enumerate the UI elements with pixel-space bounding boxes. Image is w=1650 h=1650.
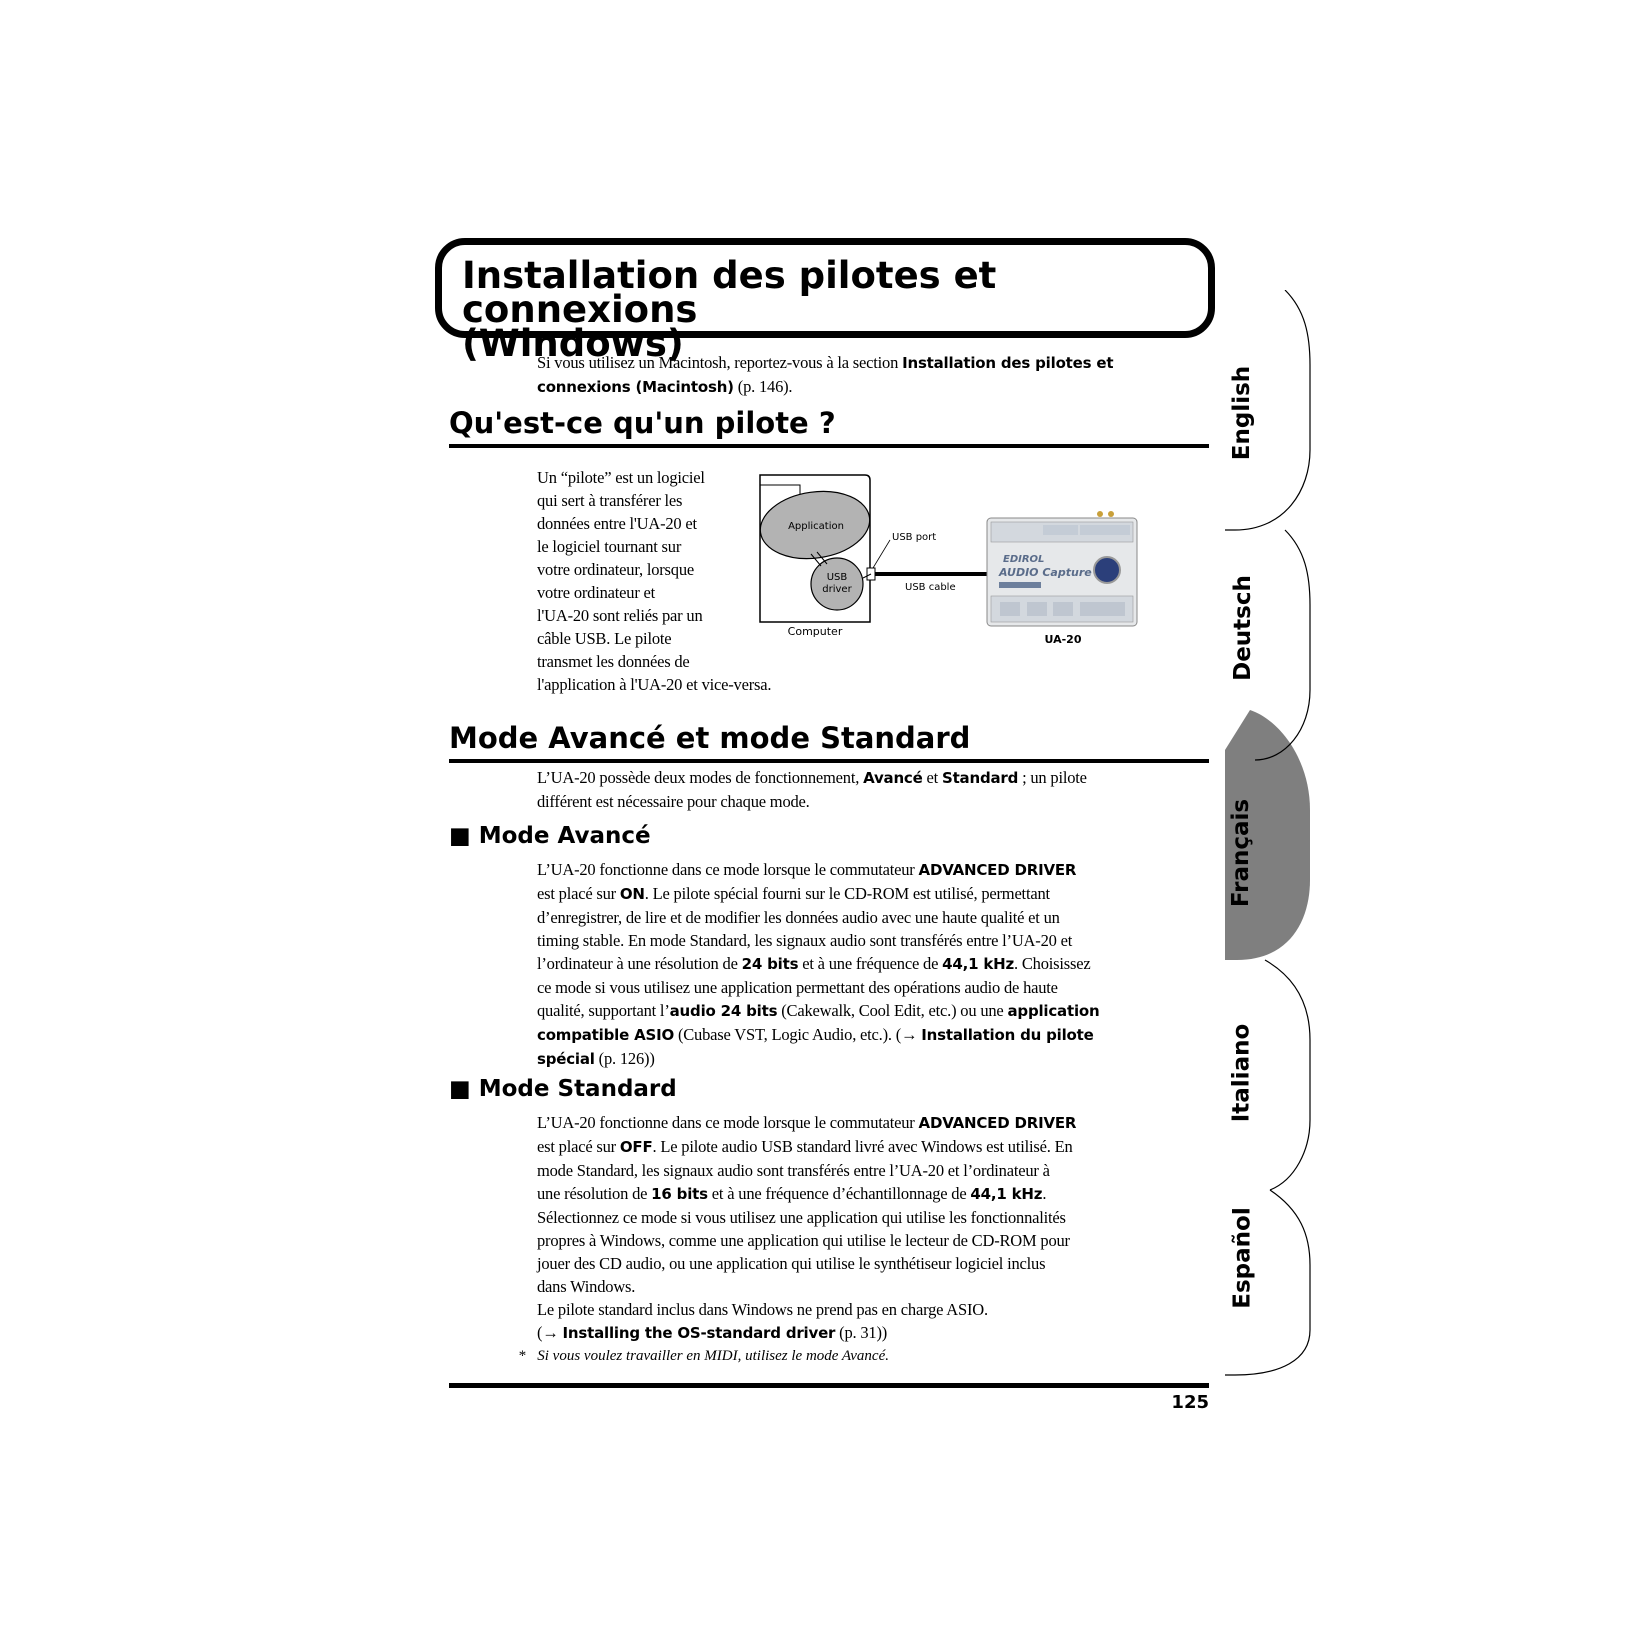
- mode-standard-paragraph: L’UA-20 fonctionne dans ce mode lorsque le commutateur ADVANCED DRIVER est placé sur OFF. Le pilote audio USB standard livré avec Windows est utilisé. En mode Standard, les signaux audio sont transférés entre l’UA-20 et l’ordinateur à une résolution de 16 bits et à une fréquence d’échantillonnage de 44,1 kHz. Sélectionnez ce mode si vous utilisez une application qui utilise les fonctionnalités propres à Windows, comme une application qui utilise le lecteur de CD-ROM pour jouer des CD audio, ou une application qui utilise le synthétiseur logiciel inclus dans Windows. Le pilote standard inclus dans Windows ne prend pas en charge ASIO. (→ Installing the OS-standard driver (p. 31)): [537, 1113, 1077, 1342]
- section-heading-pilote: Qu'est-ce qu'un pilote ?: [449, 406, 836, 440]
- driver-diagram: [755, 470, 1145, 650]
- device-name: AUDIO Capture: [999, 566, 1092, 579]
- device-brand: EDIROL: [1003, 554, 1045, 565]
- ua20-device: [987, 511, 1137, 626]
- subheading-mode-avance: ■ Mode Avancé: [449, 823, 651, 849]
- footnote-star: *: [518, 1348, 526, 1364]
- footnote: [518, 1348, 889, 1365]
- tab-deutsch[interactable]: Deutsch: [1229, 575, 1256, 681]
- section-rule: [449, 444, 1209, 448]
- page-title-line2: (Windows): [462, 322, 684, 365]
- tab-italiano[interactable]: Italiano: [1228, 1023, 1255, 1123]
- tab-english[interactable]: English: [1229, 365, 1256, 461]
- usb-port-label: USB port: [892, 532, 937, 543]
- section-rule: [449, 759, 1209, 763]
- usb-cable-label: USB cable: [905, 582, 956, 593]
- pilote-paragraph: Un “pilote” est un logiciel qui sert à transférer les données entre l'UA-20 et le logiciel tournant sur votre ordinateur, lorsque votre ordinateur et l'UA-20 sont reliés par un câble USB. Le pilote transmet les données de l'application à l'UA-20 et vice-versa.: [537, 468, 772, 694]
- tab-francais[interactable]: Français: [1228, 798, 1255, 908]
- page-title-line1: Installation des pilotes et connexions: [462, 254, 997, 331]
- footnote-text: Si vous voulez travailler en MIDI, utilisez le mode Avancé.: [537, 1348, 889, 1364]
- usb-driver-label-2: driver: [822, 584, 852, 595]
- mode-avance-paragraph: L’UA-20 fonctionne dans ce mode lorsque le commutateur ADVANCED DRIVER est placé sur ON. Le pilote spécial fourni sur le CD-ROM est utilisé, permettant d’enregistrer, de lire et de modifier les données audio avec une haute qualité et un timing stable. En mode Standard, les signaux audio sont transférés entre l’UA-20 et l’ordinateur à une résolution de 24 bits et à une fréquence de 44,1 kHz. Choisissez ce mode si vous utilisez une application permettant des opérations audio de haute qualité, supportant l’audio 24 bits (Cakewalk, Cool Edit, etc.) ou une application compatible ASIO (Cubase VST, Logic Audio, etc.). (→ Installation du pilote spécial (p. 126)): [537, 860, 1100, 1068]
- application-label: Application: [788, 521, 844, 532]
- device-label: UA-20: [1044, 633, 1082, 646]
- subheading-mode-standard: ■ Mode Standard: [449, 1076, 677, 1102]
- footer-rule: [449, 1383, 1209, 1388]
- intro-paragraph: Si vous utilisez un Macintosh, reportez-vous à la section Installation des pilotes et connexions (Macintosh) (p. 146).: [537, 353, 1114, 396]
- modes-paragraph: L’UA-20 possède deux modes de fonctionnement, Avancé et Standard ; un pilote différent est nécessaire pour chaque mode.: [537, 768, 1087, 811]
- level-knob: [1094, 557, 1120, 583]
- title-box: [435, 238, 1215, 365]
- page-number: 125: [1171, 1392, 1209, 1413]
- tab-espanol[interactable]: Español: [1229, 1207, 1256, 1309]
- section-heading-modes: Mode Avancé et mode Standard: [449, 721, 971, 755]
- usb-driver-label: USB: [826, 572, 848, 583]
- computer-label: Computer: [787, 625, 843, 638]
